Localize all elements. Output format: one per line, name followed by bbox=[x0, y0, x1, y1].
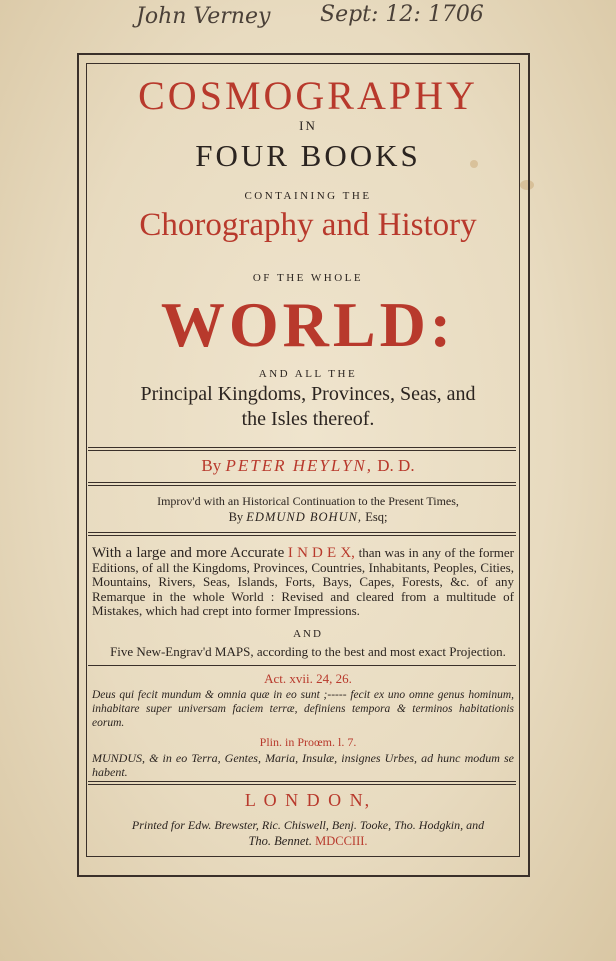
quote1-text: Deus qui fecit mundum & omnia quæ in eo sunt ;----- fecit ex uno omne genus hominum, inhabitare super universam faciem terræ, definiens tempora & terminos habitationis eorum. bbox=[92, 689, 514, 729]
divider bbox=[88, 784, 516, 785]
quote2-reference: Plin. in Proœm. l. 7. bbox=[259, 735, 357, 749]
author-line bbox=[0, 456, 616, 476]
divider bbox=[88, 485, 516, 486]
inscription-name: John Verney bbox=[136, 4, 271, 29]
inscription-date: Sept: 12: 1706 bbox=[320, 2, 484, 27]
title-chorography: Chorography and History bbox=[139, 207, 477, 243]
index-rest: than was in any of the former Editions, of all the Kingdoms, Provinces, Countries, Inhabitants, Peoples, Cities, Mountains, Rivers, Seas, Islands, Forts, Bays, Capes, Forests, &c. of any Remarque in the whole World : Revised and cleared from a multitude of Mistakes, which had crept into former Impressions. bbox=[92, 545, 515, 618]
divider bbox=[88, 450, 516, 451]
imprint-year: MDCCIII. bbox=[315, 834, 368, 848]
title-isles: the Isles thereof. bbox=[241, 408, 375, 430]
continuation-line-2 bbox=[0, 510, 616, 525]
imprint-city: L O N D O N, bbox=[244, 790, 372, 810]
quote2-text: MUNDUS, & in eo Terra, Gentes, Maria, Insulæ, insignes Urbes, ad hunc modum se habent. bbox=[92, 751, 514, 779]
title-of-the-whole: OF THE WHOLE bbox=[252, 272, 364, 284]
title-containing: CONTAINING THE bbox=[244, 190, 372, 202]
author-name: PETER HEYLYN, bbox=[225, 456, 374, 475]
maps-and: AND bbox=[293, 628, 323, 640]
title-four-books: FOUR BOOKS bbox=[195, 138, 421, 173]
imprint-line-2 bbox=[0, 834, 616, 849]
divider bbox=[88, 447, 516, 448]
title-world: WORLD: bbox=[160, 289, 456, 360]
index-start: With a large and more Accurate bbox=[92, 545, 285, 561]
author-degree: D. D. bbox=[377, 456, 415, 475]
author-prefix: By bbox=[201, 456, 222, 475]
divider bbox=[88, 532, 516, 533]
title-and-all-the: AND ALL THE bbox=[258, 368, 358, 380]
title-in: IN bbox=[299, 118, 317, 133]
handwritten-inscription bbox=[130, 0, 490, 40]
divider bbox=[88, 665, 516, 666]
title-principal-kingdoms: Principal Kingdoms, Provinces, Seas, and bbox=[140, 383, 476, 405]
quote1-reference: Act. xvii. 24, 26. bbox=[264, 671, 352, 686]
continuation-esq: Esq; bbox=[365, 510, 388, 524]
continuation-name: EDMUND BOHUN, bbox=[246, 510, 363, 524]
maps-line: Five New-Engrav'd MAPS, according to the best and most exact Projection. bbox=[110, 644, 506, 659]
continuation-line-1: Improv'd with an Historical Continuation to the Present Times, bbox=[157, 494, 459, 508]
divider bbox=[88, 535, 516, 536]
divider bbox=[88, 781, 516, 782]
imprint-line-1: Printed for Edw. Brewster, Ric. Chiswell, Benj. Tooke, Tho. Hodgkin, and bbox=[131, 818, 485, 832]
continuation-by: By bbox=[228, 510, 244, 524]
divider bbox=[88, 482, 516, 483]
index-paragraph bbox=[92, 546, 514, 619]
title-cosmography: COSMOGRAPHY bbox=[138, 73, 478, 118]
imprint-bennet: Tho. Bennet. bbox=[248, 834, 312, 848]
index-word: I N D E X, bbox=[287, 545, 355, 561]
